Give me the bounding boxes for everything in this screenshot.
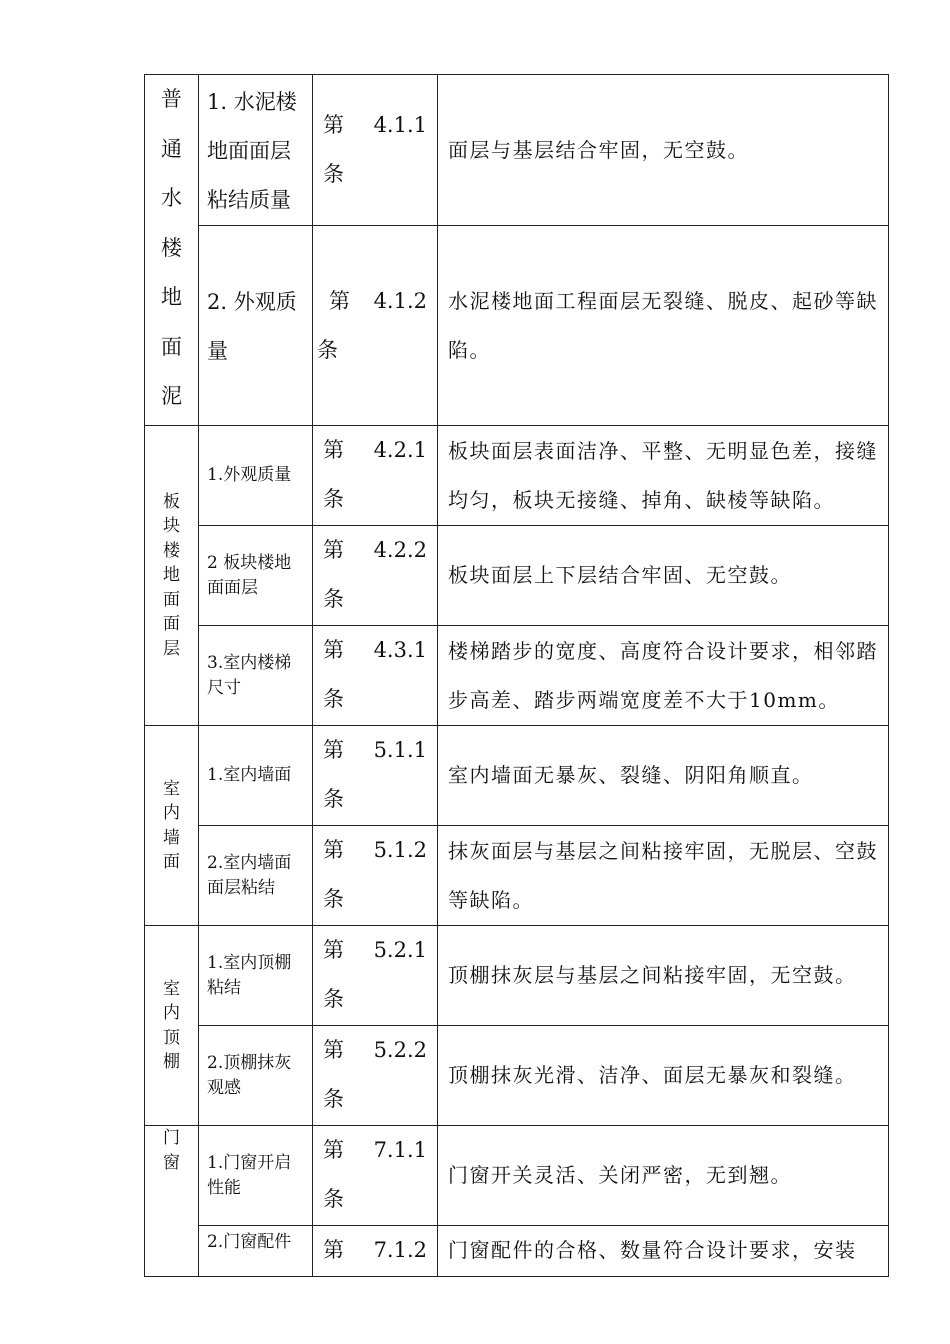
item-cell (199, 726, 313, 826)
clause-number: 7.1.1 (373, 1138, 427, 1162)
table-row (145, 1226, 889, 1277)
item-cell (199, 1226, 313, 1277)
item-cell (199, 926, 313, 1026)
description-text: 门窗配件的合格、数量符合设计要求，安装 (448, 1238, 857, 1262)
clause-suffix: 条 (323, 487, 344, 511)
table-row (145, 826, 889, 926)
description-cell (438, 1026, 889, 1126)
category-cell (145, 1126, 199, 1277)
table-row (145, 926, 889, 1026)
item-cell (199, 75, 313, 226)
item-cell (199, 826, 313, 926)
category-cell (145, 926, 199, 1126)
item-label: 2.门窗配件 (207, 1232, 292, 1252)
description-cell (438, 526, 889, 626)
clause-cell (313, 75, 438, 226)
item-label: 2.室内墙面面层粘结 (207, 852, 292, 898)
description-text: 顶棚抹灰层与基层之间粘接牢固，无空鼓。 (448, 963, 857, 987)
clause-cell (313, 626, 438, 726)
description-text: 板块面层上下层结合牢固、无空鼓。 (448, 563, 792, 587)
description-text: 抹灰面层与基层之间粘接牢固，无脱层、空鼓等缺陷。 (448, 838, 878, 912)
item-label: 3.室内楼梯尺寸 (207, 652, 292, 698)
clause-number: 5.1.2 (373, 838, 427, 862)
item-label: 1.门窗开启性能 (207, 1152, 292, 1198)
category-cell (145, 426, 199, 726)
clause-suffix: 条 (323, 787, 344, 811)
clause-number: 4.2.1 (373, 438, 427, 462)
category-label: 门窗 (163, 1128, 180, 1173)
clause-prefix: 第 (323, 438, 344, 462)
item-label: 1. 水泥楼地面面层粘结质量 (207, 90, 297, 212)
clause-prefix: 第 (323, 1238, 344, 1262)
table-row (145, 75, 889, 226)
clause-cell (313, 526, 438, 626)
table-row (145, 626, 889, 726)
description-cell (438, 226, 889, 426)
description-text: 楼梯踏步的宽度、高度符合设计要求，相邻踏步高差、踏步两端宽度差不大于10mm。 (448, 638, 878, 712)
item-label: 1.室内顶棚粘结 (207, 952, 292, 998)
clause-number: 5.1.1 (373, 738, 427, 762)
table-row (145, 1126, 889, 1226)
clause-prefix: 第 (323, 113, 344, 137)
clause-number: 7.1.2 (373, 1238, 427, 1262)
clause-suffix: 条 (323, 887, 344, 911)
clause-suffix: 条 (323, 1187, 344, 1211)
category-label: 普通水楼地面泥 (161, 87, 182, 408)
clause-prefix: 第 (329, 288, 350, 313)
description-text: 面层与基层结合牢固，无空鼓。 (448, 137, 749, 162)
category-label: 室内顶棚 (163, 978, 180, 1072)
description-cell (438, 1126, 889, 1226)
description-cell (438, 826, 889, 926)
clause-prefix: 第 (323, 1038, 344, 1062)
table-row (145, 426, 889, 526)
clause-number: 4.2.2 (373, 538, 427, 562)
acceptance-standards-table (144, 74, 889, 1277)
category-cell (145, 75, 199, 426)
item-label: 2. 外观质量 (207, 290, 297, 363)
item-cell (199, 1126, 313, 1226)
clause-suffix: 条 (323, 587, 344, 611)
clause-cell (313, 1026, 438, 1126)
table-row (145, 726, 889, 826)
clause-cell (313, 826, 438, 926)
description-cell (438, 726, 889, 826)
clause-cell (313, 1126, 438, 1226)
clause-number: 5.2.1 (373, 938, 427, 962)
item-cell (199, 426, 313, 526)
table-row (145, 526, 889, 626)
clause-prefix: 第 (323, 1138, 344, 1162)
description-text: 水泥楼地面工程面层无裂缝、脱皮、起砂等缺陷。 (448, 288, 878, 362)
table-row (145, 226, 889, 426)
clause-prefix: 第 (323, 738, 344, 762)
item-label: 2 板块楼地面面层 (207, 552, 292, 598)
item-label: 1.室内墙面 (207, 765, 292, 785)
item-label: 2.顶棚抹灰观感 (207, 1052, 292, 1098)
clause-suffix: 条 (323, 987, 344, 1011)
clause-cell (313, 726, 438, 826)
description-cell (438, 75, 889, 226)
item-cell (199, 626, 313, 726)
clause-number: 5.2.2 (373, 1038, 427, 1062)
clause-prefix: 第 (323, 538, 344, 562)
table-row (145, 1026, 889, 1126)
category-label: 室内墙面 (163, 778, 180, 872)
clause-number: 4.1.1 (373, 113, 427, 137)
category-cell (145, 726, 199, 926)
description-text: 室内墙面无暴灰、裂缝、阴阳角顺直。 (448, 763, 814, 787)
clause-prefix: 第 (323, 938, 344, 962)
category-label: 板块楼地面面层 (163, 491, 180, 659)
clause-suffix: 条 (317, 337, 338, 362)
item-cell (199, 526, 313, 626)
clause-suffix: 条 (323, 687, 344, 711)
description-cell (438, 1226, 889, 1277)
description-text: 门窗开关灵活、关闭严密，无到翘。 (448, 1163, 792, 1187)
clause-suffix: 条 (323, 1087, 344, 1111)
description-cell (438, 426, 889, 526)
clause-cell (313, 426, 438, 526)
clause-number: 4.1.2 (373, 288, 427, 313)
clause-prefix: 第 (323, 838, 344, 862)
item-label: 1.外观质量 (207, 465, 292, 485)
description-text: 顶棚抹灰光滑、洁净、面层无暴灰和裂缝。 (448, 1063, 857, 1087)
clause-number: 4.3.1 (373, 638, 427, 662)
clause-cell (313, 1226, 438, 1277)
description-text: 板块面层表面洁净、平整、无明显色差，接缝均匀，板块无接缝、掉角、缺棱等缺陷。 (448, 438, 878, 512)
item-cell (199, 226, 313, 426)
description-cell (438, 626, 889, 726)
clause-suffix: 条 (323, 162, 344, 186)
description-cell (438, 926, 889, 1026)
clause-prefix: 第 (323, 638, 344, 662)
clause-cell (313, 226, 438, 426)
clause-cell (313, 926, 438, 1026)
item-cell (199, 1026, 313, 1126)
